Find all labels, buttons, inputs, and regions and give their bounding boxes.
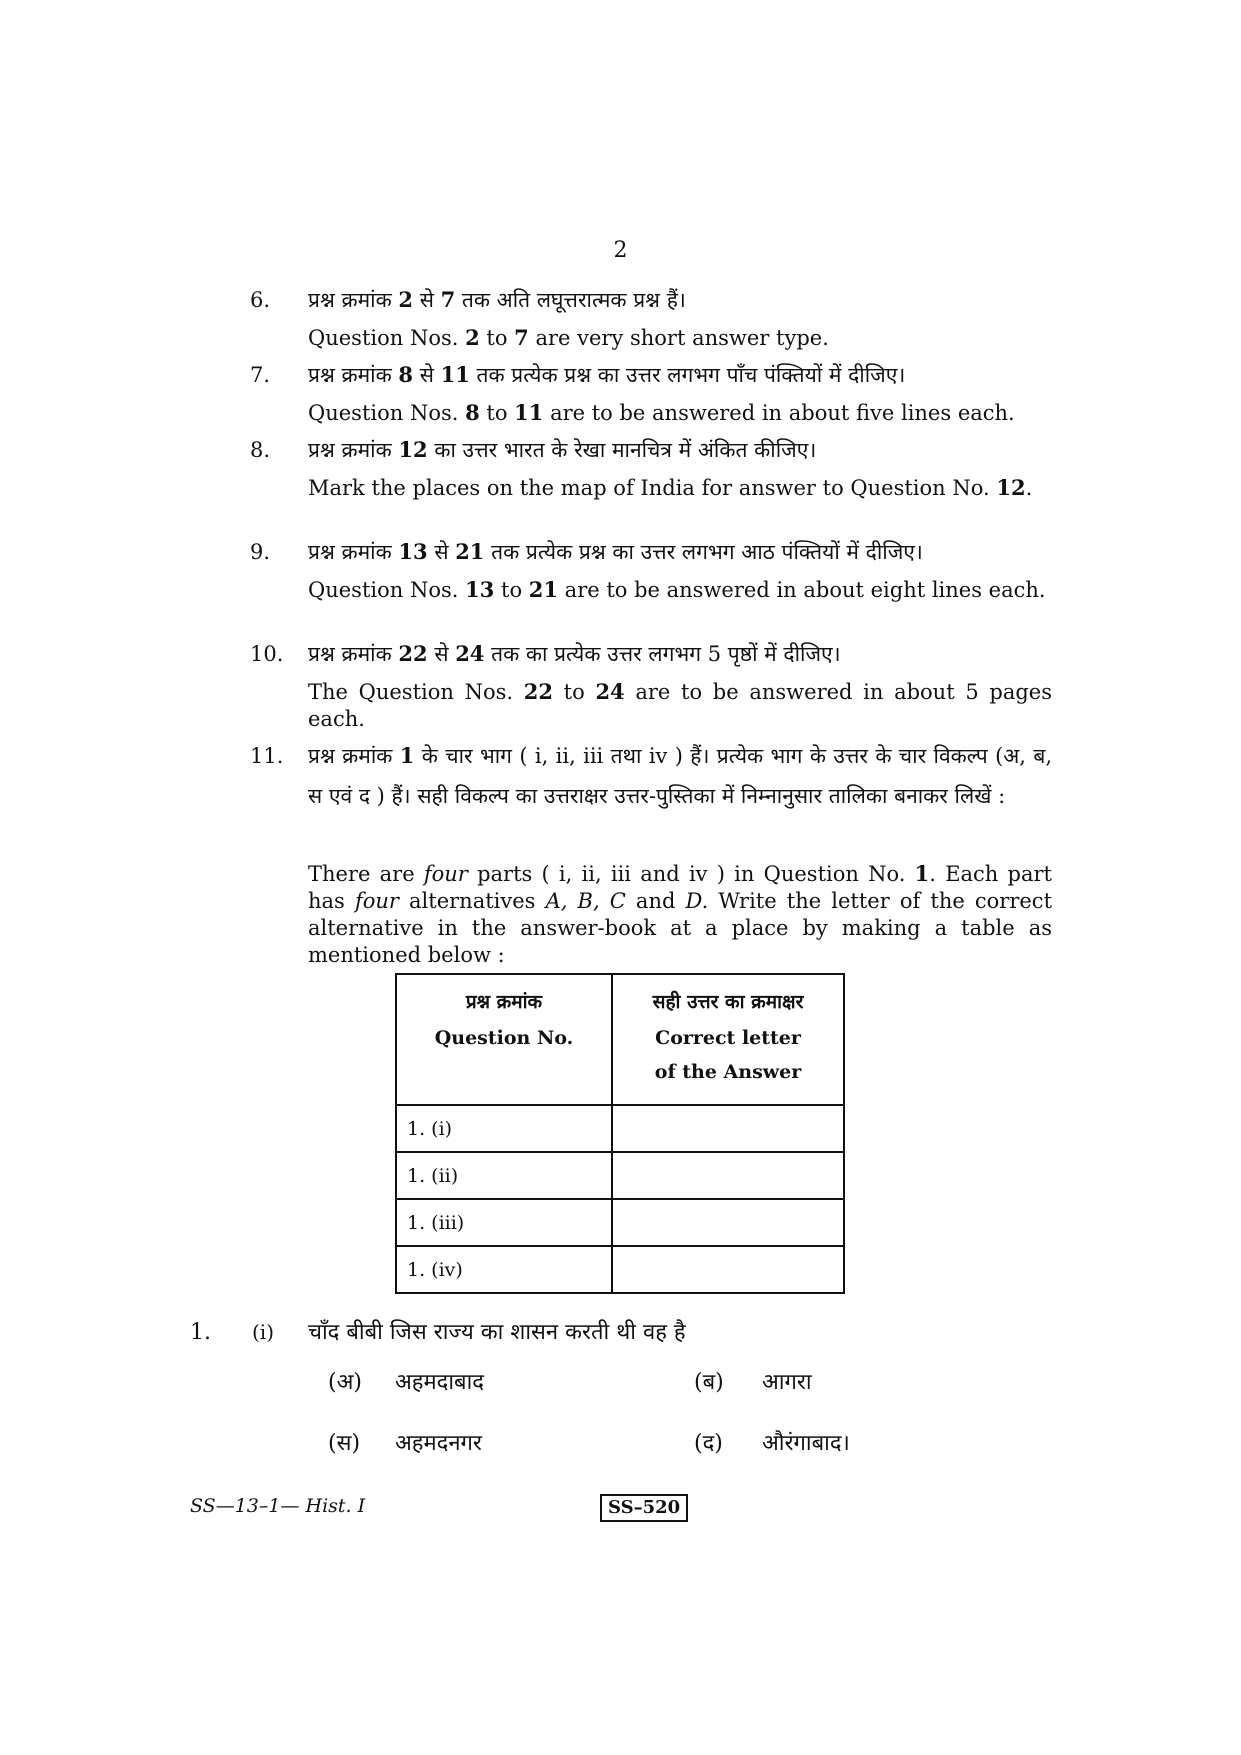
footer-paper-code: SS—13–1— Hist. I xyxy=(190,1495,366,1517)
table-row xyxy=(396,1152,844,1199)
question-part: (i) xyxy=(252,1320,275,1344)
instruction-number: 11. xyxy=(250,744,284,768)
question-number: 1. xyxy=(190,1320,211,1345)
answer-format-table xyxy=(395,973,845,1294)
row-label: 1. (iv) xyxy=(396,1246,612,1293)
option-label-c: (स) xyxy=(328,1431,361,1456)
instruction-hindi: प्रश्न क्रमांक 2 से 7 तक अति लघूत्तरात्मक प्रश्न हैं। xyxy=(308,287,686,312)
table-row xyxy=(396,1105,844,1152)
instruction-english: The Question Nos. 22 to 24 are to be answered in about 5 pages each. xyxy=(308,679,1052,731)
header-correct-letter xyxy=(612,974,844,1105)
instruction-english: Mark the places on the map of India for answer to Question No. 12. xyxy=(308,475,1033,500)
instruction-number: 6. xyxy=(250,288,271,312)
option-text-b: आगरा xyxy=(762,1370,812,1395)
header-correct-letter-hindi: सही उत्तर का क्रमाक्षर xyxy=(652,991,804,1013)
instruction-english: Question Nos. 2 to 7 are very short answer type. xyxy=(308,325,829,350)
row-label: 1. (ii) xyxy=(396,1152,612,1199)
table-row xyxy=(396,1246,844,1293)
instruction-english: Question Nos. 13 to 21 are to be answered in about eight lines each. xyxy=(308,577,1046,602)
answer-cell xyxy=(612,1105,844,1152)
option-label-a: (अ) xyxy=(328,1370,362,1395)
answer-cell xyxy=(612,1199,844,1246)
row-label: 1. (i) xyxy=(396,1105,612,1152)
instruction-hindi: प्रश्न क्रमांक 1 के चार भाग ( i, ii, iii तथा iv ) हैं। प्रत्येक भाग के उत्तर के चार विकल्प (अ, ब, स एवं द ) हैं। सही विकल्प का उत्तराक्षर उत्तर-पुस्तिका में निम्नानुसार तालिका बनाकर लिखें : xyxy=(308,743,1053,808)
instruction-hindi: प्रश्न क्रमांक 22 से 24 तक का प्रत्येक उत्तर लगभग 5 पृष्ठों में दीजिए। xyxy=(308,641,841,666)
table-row xyxy=(396,1199,844,1246)
instruction-number: 7. xyxy=(250,363,271,387)
table-header-row xyxy=(396,974,844,1105)
question-text: चाँद बीबी जिस राज्य का शासन करती थी वह है xyxy=(308,1320,686,1345)
instruction-number: 10. xyxy=(250,642,284,666)
option-text-d: औरंगाबाद। xyxy=(762,1431,850,1456)
instruction-number: 9. xyxy=(250,540,271,564)
header-question-no-english: Question No. xyxy=(434,1027,574,1049)
option-text-c: अहमदनगर xyxy=(395,1431,482,1456)
instruction-english: There are four parts ( i, ii, iii and iv ) in Question No. 1. Each part has four alternatives A, B, C and D. Write the letter of the correct alternative in the answer-book at a place by making a table as mentioned below : xyxy=(308,861,1053,967)
row-label: 1. (iii) xyxy=(396,1199,612,1246)
answer-cell xyxy=(612,1246,844,1293)
instruction-hindi: प्रश्न क्रमांक 13 से 21 तक प्रत्येक प्रश्न का उत्तर लगभग आठ पंक्तियों में दीजिए। xyxy=(308,539,923,564)
footer-series-code: SS–520 xyxy=(600,1494,688,1522)
header-question-no xyxy=(396,974,612,1105)
option-label-b: (ब) xyxy=(694,1370,724,1395)
instruction-hindi: प्रश्न क्रमांक 8 से 11 तक प्रत्येक प्रश्न का उत्तर लगभग पाँच पंक्तियों में दीजिए। xyxy=(308,362,906,387)
option-label-d: (द) xyxy=(694,1431,723,1456)
instruction-hindi: प्रश्न क्रमांक 12 का उत्तर भारत के रेखा मानचित्र में अंकित कीजिए। xyxy=(308,437,817,462)
answer-cell xyxy=(612,1152,844,1199)
instruction-english: Question Nos. 8 to 11 are to be answered in about five lines each. xyxy=(308,400,1015,425)
header-question-no-hindi: प्रश्न क्रमांक xyxy=(465,991,543,1013)
header-correct-letter-english: Correct letter of the Answer xyxy=(654,1027,802,1083)
page-number: 2 xyxy=(613,238,628,263)
option-text-a: अहमदाबाद xyxy=(395,1370,484,1395)
instruction-number: 8. xyxy=(250,438,271,462)
